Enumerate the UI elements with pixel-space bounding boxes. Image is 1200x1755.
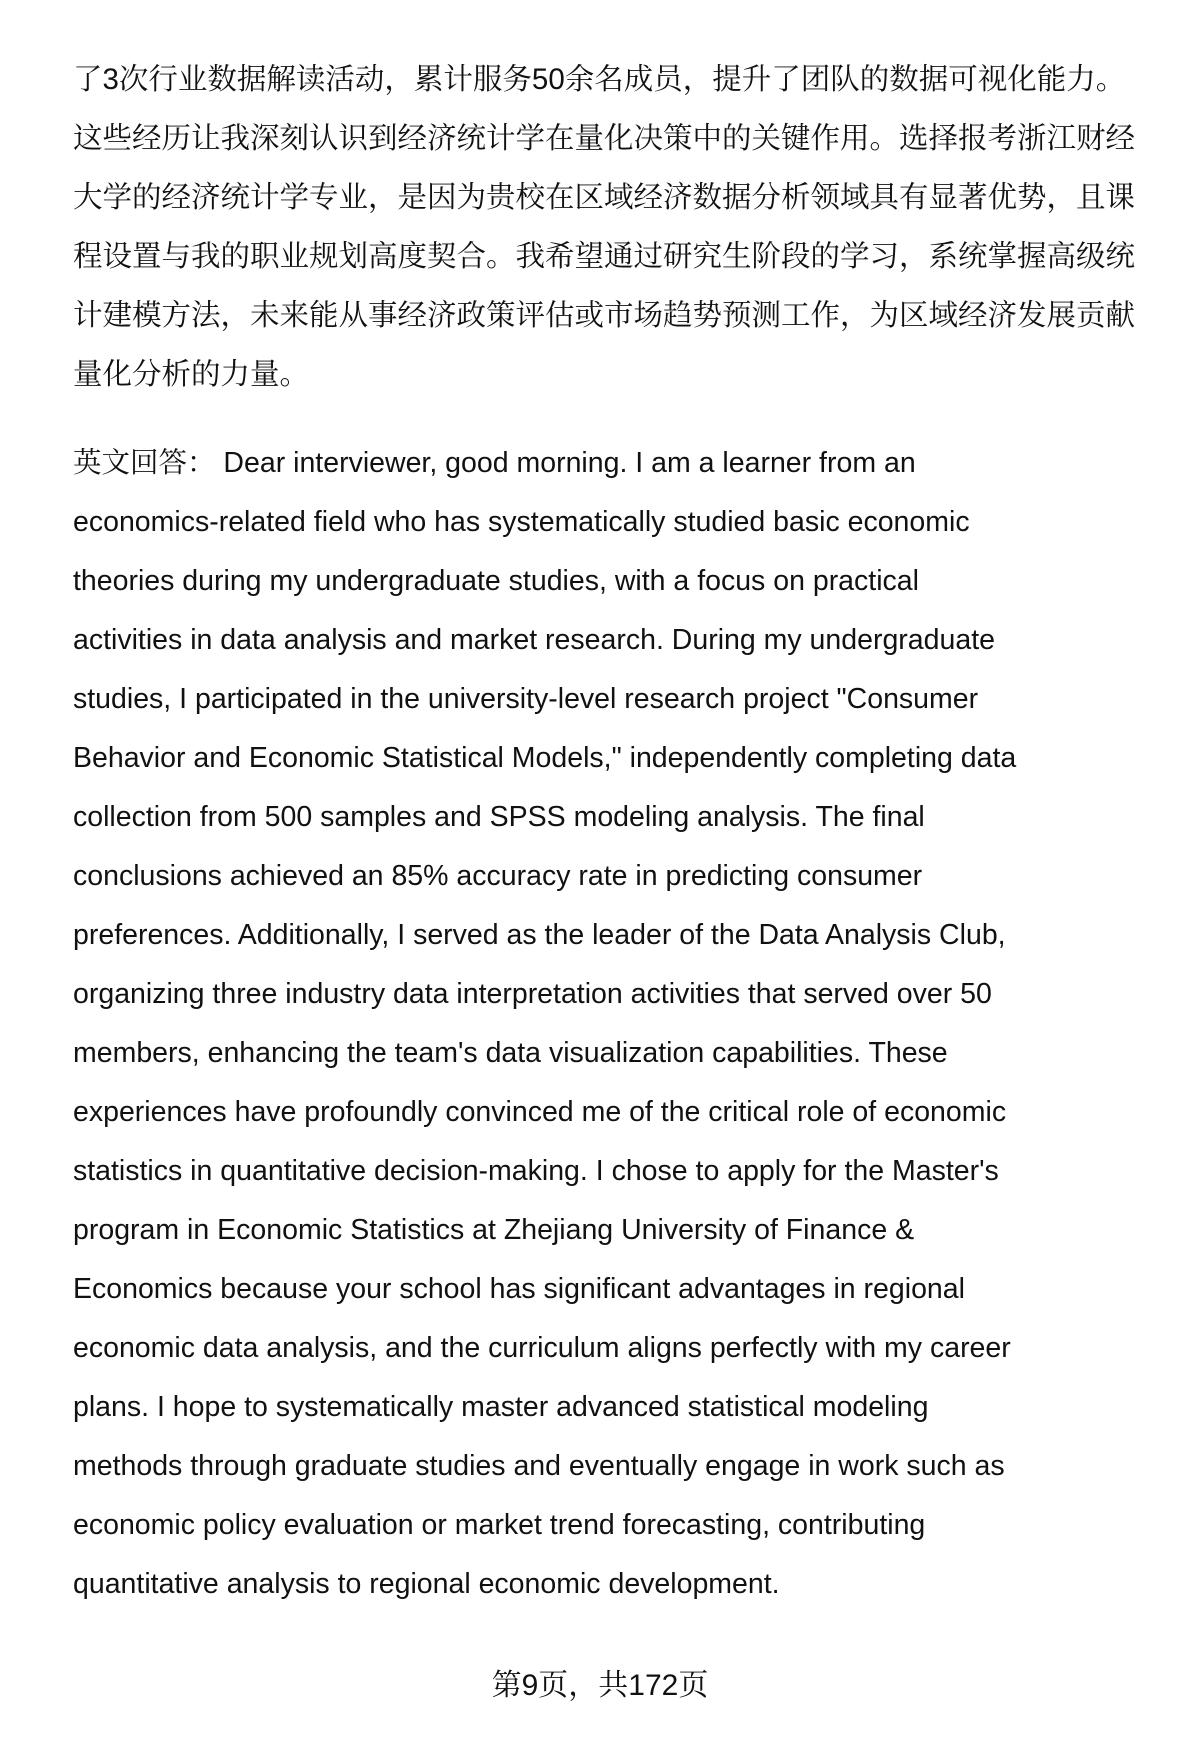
text-line: conclusions achieved an 85% accuracy rate in predicting consumer [73, 860, 923, 892]
text-line: organizing three industry data interpretation activities that served over 50 [73, 978, 992, 1010]
text-line: methods through graduate studies and eventually engage in work such as [73, 1450, 1005, 1482]
text-line: collection from 500 samples and SPSS modeling analysis. The final [73, 801, 925, 833]
text-line: 大学的经济统计学专业，是因为贵校在区域经济数据分析领域具有显著优势，且课 [73, 181, 1136, 214]
text-line: quantitative analysis to regional economic development. [73, 1568, 780, 1600]
text-line: studies, I participated in the university-level research project "Consumer [73, 683, 979, 715]
text-line-content: Dear interviewer, good morning. I am a learner from an [215, 447, 916, 479]
answer-label: 英文回答： [73, 447, 216, 479]
text-line: Economics because your school has significant advantages in regional [73, 1273, 965, 1305]
english-answer-paragraph [73, 434, 1143, 1614]
text-line: plans. I hope to systematically master advanced statistical modeling [73, 1391, 929, 1423]
text-line: members, enhancing the team's data visualization capabilities. These [73, 1037, 948, 1069]
text-line: 计建模方法，未来能从事经济政策评估或市场趋势预测工作，为区域经济发展贡献 [73, 299, 1136, 332]
text-line: economic data analysis, and the curriculum aligns perfectly with my career [73, 1332, 1011, 1364]
text-line [73, 434, 1143, 493]
text-line: statistics in quantitative decision-making. I chose to apply for the Master's [73, 1155, 999, 1187]
text-line: activities in data analysis and market research. During my undergraduate [73, 624, 995, 656]
text-line: preferences. Additionally, I served as the leader of the Data Analysis Club, [73, 919, 1006, 951]
chinese-paragraph [73, 50, 1143, 404]
text-line: experiences have profoundly convinced me of the critical role of economic [73, 1096, 1007, 1128]
text-line: Behavior and Economic Statistical Models," independently completing data [73, 742, 1017, 774]
text-line: economics-related field who has systematically studied basic economic [73, 506, 970, 538]
text-line: economic policy evaluation or market trend forecasting, contributing [73, 1509, 926, 1541]
text-line: 程设置与我的职业规划高度契合。我希望通过研究生阶段的学习，系统掌握高级统 [73, 240, 1136, 273]
text-line: 了3次行业数据解读活动，累计服务50余名成员，提升了团队的数据可视化能力。 [73, 63, 1126, 96]
text-line: 这些经历让我深刻认识到经济统计学在量化决策中的关键作用。选择报考浙江财经 [73, 122, 1136, 155]
text-line: theories during my undergraduate studies, with a focus on practical [73, 565, 919, 597]
text-line: program in Economic Statistics at Zhejiang University of Finance & [73, 1214, 915, 1246]
page-indicator: 第9页，共172页 [491, 1669, 709, 1702]
text-line: 量化分析的力量。 [73, 358, 310, 391]
